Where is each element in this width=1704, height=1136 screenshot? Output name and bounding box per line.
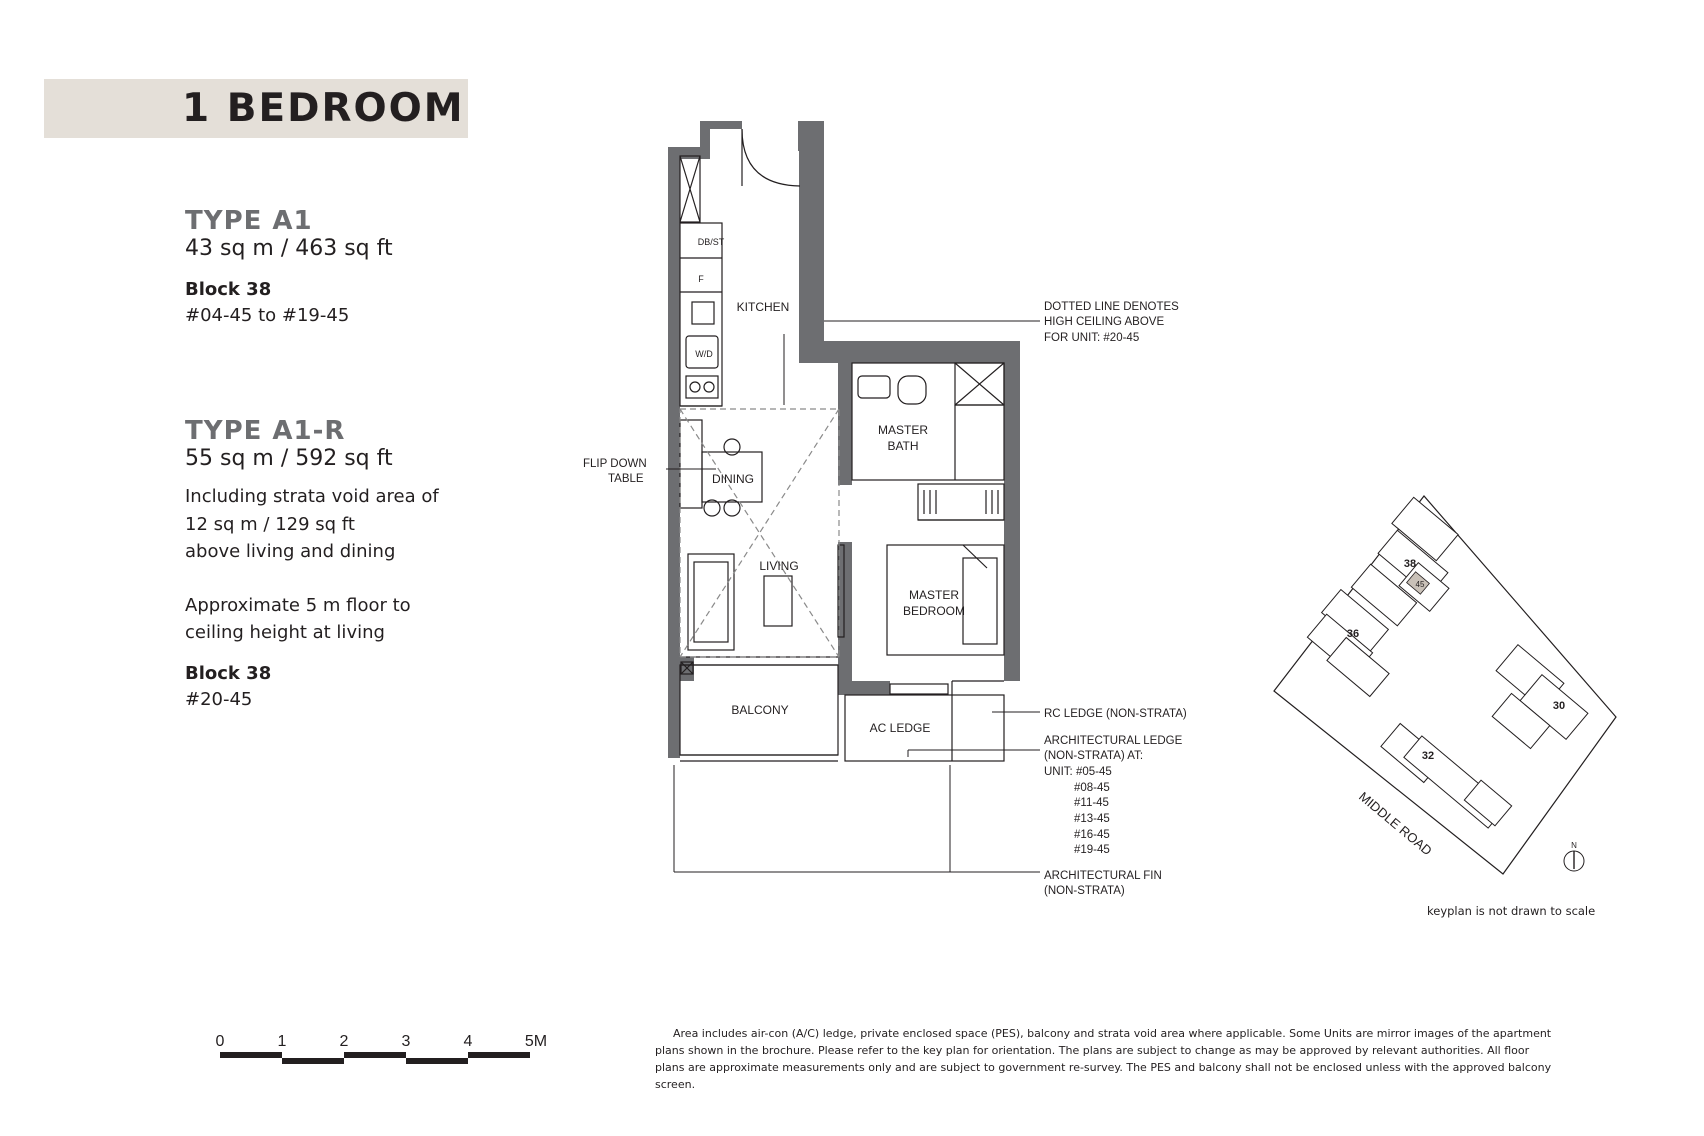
room-labels [695,237,965,735]
dotted-line-note: HIGH CEILING ABOVE [1044,316,1165,328]
note-line: Including strata void area of [185,486,439,507]
block-32-label: 32 [1421,750,1435,762]
ledge-unit: #08-45 [1074,782,1110,794]
note-line: 12 sq m / 129 sq ft [185,513,355,535]
keyplan [1274,496,1616,874]
high-ceiling-dotted [680,409,839,657]
blocks [1307,497,1588,828]
block-30-label: 30 [1552,700,1566,712]
ledge-unit: #11-45 [1074,797,1109,809]
flip-down-table-label: TABLE [608,473,644,485]
scale-label: 0 [215,1033,225,1050]
scale-bar [216,1033,548,1064]
note-line: above living and dining [185,541,396,562]
dining-label: DINING [712,472,754,486]
walls [668,121,1020,758]
site-boundary [1274,496,1616,874]
type-a1r-area: 55 sq m / 592 sq ft [185,446,393,471]
dotted-line-note: DOTTED LINE DENOTES [1044,301,1179,313]
wd-label: W/D [695,349,713,359]
disclaimer-text: Area includes air-con (A/C) ledge, private enclosed space (PES), balcony and strata void area where applicable. Some Units are mirror images of the apartment plans shown in the brochure. Please refer to the key plan for orientation. The plans are subject to change as may be approved by relevant authorities. All floor plans are approximate measurements only and are subject to government re-survey. The PES and balcony shall not be enclosed unless with the approved balcony screen. [655,1027,1552,1091]
type-a1r-block: Block 38 [185,662,272,684]
balcony-label: BALCONY [731,703,789,717]
ledge-unit: #19-45 [1074,844,1110,856]
highlight-unit-label: 45 [1415,580,1425,589]
master-bedroom-label: MASTER [908,588,960,602]
fridge-label: F [698,274,704,284]
arch-fin-note: ARCHITECTURAL FIN [1044,870,1162,882]
type-a1-units: #04-45 to #19-45 [185,305,350,326]
scale-label: 3 [401,1033,411,1050]
scale-label: 2 [339,1033,349,1050]
rc-ledge-note: RC LEDGE (NON-STRATA) [1044,708,1187,720]
master-bath-label: BATH [887,439,919,453]
arch-fin-note: (NON-STRATA) [1044,885,1125,897]
flip-down-table-label: FLIP DOWN [583,458,647,470]
arch-ledge-note: (NON-STRATA) AT: [1044,750,1144,762]
scale-label: 1 [277,1033,287,1050]
block-36-label: 36 [1346,628,1360,640]
type-a1r-title: TYPE A1-R [185,416,346,446]
type-a1-area: 43 sq m / 463 sq ft [185,236,393,261]
road-label: MIDDLE ROAD [1356,788,1435,859]
note-line: ceiling height at living [185,622,385,643]
dotted-line-note: FOR UNIT: #20-45 [1044,332,1140,344]
master-bath-label: MASTER [877,423,929,437]
type-a1-title: TYPE A1 [185,206,313,236]
ledge-unit: #13-45 [1074,813,1110,825]
page-title: 1 BEDROOM [182,86,465,131]
ledge-unit: #16-45 [1074,829,1110,841]
keyplan-scale-note: keyplan is not drawn to scale [1427,904,1596,918]
master-bedroom-label: BEDROOM [902,604,966,618]
note-line: Approximate 5 m floor to [185,594,411,616]
ac-ledge-label: AC LEDGE [869,721,931,735]
kitchen-label: KITCHEN [736,300,790,314]
scale-label: 4 [463,1033,473,1050]
block-38-label: 38 [1403,558,1417,570]
dbst-label: DB/ST [697,237,725,247]
scale-label: 5M [524,1033,548,1050]
living-label: LIVING [759,559,799,573]
north-arrow-icon [1564,841,1584,871]
arch-ledge-note: UNIT: #05-45 [1044,766,1112,778]
type-a1-block: Block 38 [185,279,272,300]
north-label: N [1571,841,1577,850]
type-a1r-units: #20-45 [185,688,253,710]
arch-ledge-note: ARCHITECTURAL LEDGE [1044,735,1183,747]
